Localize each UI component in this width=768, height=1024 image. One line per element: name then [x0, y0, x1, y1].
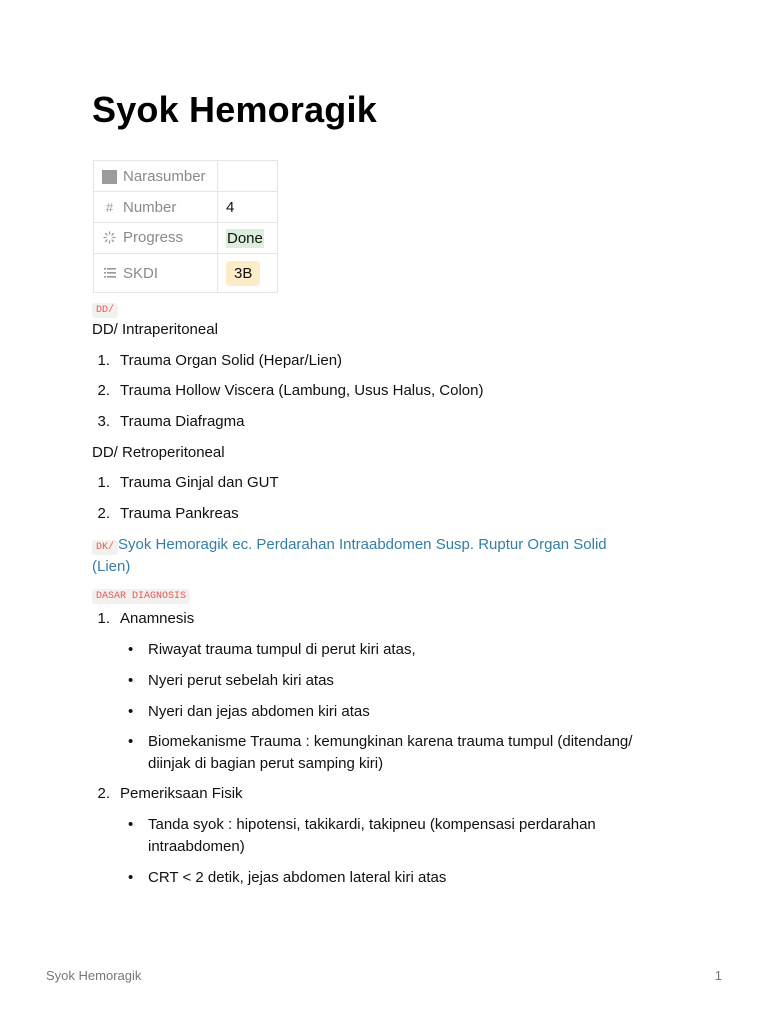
dk-tag: DK/	[92, 540, 118, 555]
property-value[interactable]	[218, 161, 278, 192]
dk-diagnosis-link-cont[interactable]: (Lien)	[92, 558, 131, 575]
property-row-progress	[94, 223, 278, 254]
bullet-item: • Tanda syok : hipotensi, takikardi, takipneu (kompensasi perdarahan intraabdomen)	[128, 816, 596, 855]
property-row-narasumber	[94, 161, 278, 192]
property-name: SKDI	[123, 264, 159, 282]
hash-icon: #	[105, 200, 114, 216]
bullet-item: • Biomekanisme Trauma : kemungkinan karena trauma tumpul (ditendang/ diinjak di bagian perut samping kiri)	[128, 733, 633, 772]
list-item: 1. Trauma Organ Solid (Hepar/Lien)	[97, 352, 343, 369]
list-item: 1. Trauma Ginjal dan GUT	[97, 474, 279, 491]
property-row-number	[94, 192, 278, 223]
progress-icon	[102, 231, 117, 247]
bullet-item: • Nyeri dan jejas abdomen kiri atas	[128, 703, 370, 720]
footer-title: Syok Hemoragik	[46, 968, 142, 983]
square-icon	[102, 170, 117, 184]
status-badge: Done	[227, 229, 263, 247]
properties-table	[93, 160, 278, 293]
dasar-diagnosis-tag: DASAR DIAGNOSIS	[92, 589, 190, 604]
list-item: 2. Trauma Hollow Viscera (Lambung, Usus Halus, Colon)	[97, 382, 484, 399]
list-item: 1. Anamnesis	[97, 610, 195, 627]
list-item: 2. Trauma Pankreas	[97, 505, 239, 522]
bullet-item: • Nyeri perut sebelah kiri atas	[128, 672, 334, 689]
property-value[interactable]: 4	[218, 192, 278, 223]
bullet-item: • CRT < 2 detik, jejas abdomen lateral kiri atas	[128, 869, 447, 886]
list-item: 3. Trauma Diafragma	[97, 413, 245, 430]
list-icon	[102, 266, 117, 281]
intraperitoneal-heading: DD/ Intraperitoneal	[92, 321, 218, 338]
dk-line	[92, 534, 607, 559]
page-title: Syok Hemoragik	[92, 89, 377, 130]
skdi-tag: 3B	[226, 261, 260, 286]
dd-tag: DD/	[92, 303, 118, 318]
page-number: 1	[714, 968, 722, 983]
property-name: Progress	[123, 229, 184, 247]
property-row-skdi	[94, 254, 278, 293]
bullet-item: • Riwayat trauma tumpul di perut kiri atas,	[128, 641, 416, 658]
list-item: 2. Pemeriksaan Fisik	[97, 785, 243, 802]
property-name: Number	[123, 198, 177, 216]
dk-diagnosis-link[interactable]: Syok Hemoragik ec. Perdarahan Intraabdomen Susp. Ruptur Organ Solid	[118, 536, 607, 553]
retroperitoneal-heading: DD/ Retroperitoneal	[92, 444, 225, 461]
property-name: Narasumber	[123, 167, 206, 185]
